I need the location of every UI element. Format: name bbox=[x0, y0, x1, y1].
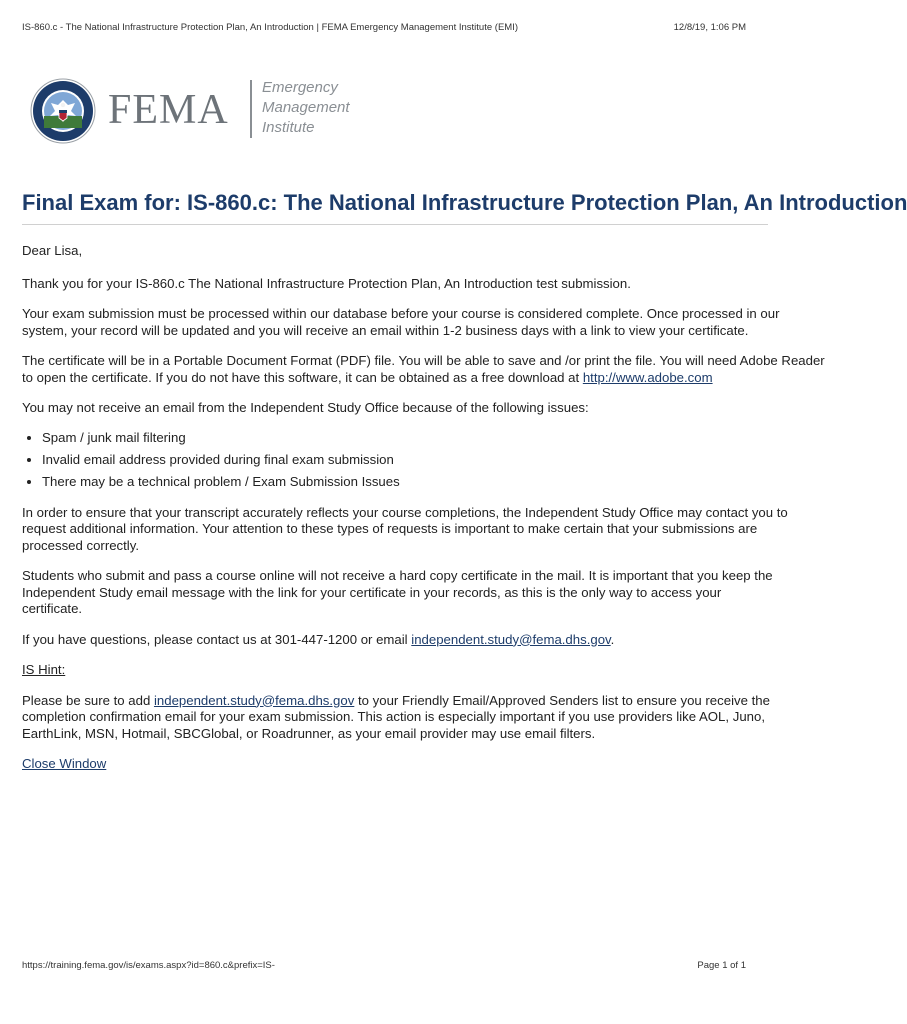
list-item: • There may be a technical problem / Exam Submission Issues bbox=[42, 471, 782, 493]
issues-intro: You may not receive an email from the Independent Study Office because of the following issues: bbox=[22, 400, 589, 415]
thanks-paragraph: Thank you for your IS-860.c The National Infrastructure Protection Plan, An Introduction test submission. bbox=[22, 275, 631, 291]
certificate-text: to open the certificate. If you do not have this software, it can be obtained as a free download at bbox=[22, 369, 583, 385]
hint-email-link[interactable]: independent.study@fema.dhs.gov bbox=[153, 692, 355, 708]
greeting: Dear Lisa, bbox=[22, 243, 83, 258]
title-divider bbox=[22, 224, 768, 225]
hint-paragraph-line1 bbox=[22, 693, 782, 710]
hint-paragraph-line2: completion confirmation email for your exam submission. This action is especially important if you use providers like AOL, Juno, bbox=[22, 709, 765, 724]
hint-text-post: to your Friendly Email/Approved Senders list to ensure you receive the bbox=[354, 692, 770, 708]
issues-list bbox=[22, 427, 782, 493]
certificate-paragraph-line2 bbox=[22, 370, 782, 387]
list-item: • Spam / junk mail filtering bbox=[42, 427, 782, 449]
emi-wordmark bbox=[262, 78, 350, 138]
print-footer bbox=[22, 960, 746, 972]
emi-line-institute: Institute bbox=[262, 119, 315, 136]
contact-period: . bbox=[610, 631, 615, 647]
hardcopy-paragraph-line2: Independent Study email message with the link for your certificate in your records, as this is the only way to access your bbox=[22, 584, 722, 600]
hint-heading: IS Hint: bbox=[22, 662, 66, 677]
processing-paragraph-line2: system, your record will be updated and you will receive an email within 1-2 business days with a link to view your certificate. bbox=[22, 322, 749, 338]
page-title: Final Exam for: IS-860.c: The National Infrastructure Protection Plan, An Introduction bbox=[22, 190, 907, 215]
print-header-title: IS-860.c - The National Infrastructure Protection Plan, An Introduction | FEMA Emergency Management Institute (EMI) bbox=[22, 22, 518, 33]
fema-wordmark: FEMA bbox=[108, 87, 229, 133]
contact-paragraph bbox=[22, 632, 782, 649]
adobe-download-link[interactable]: http://www.adobe.com bbox=[582, 369, 713, 385]
transcript-paragraph-line3: processed correctly. bbox=[22, 537, 140, 553]
processing-paragraph-line1: Your exam submission must be processed within our database before your course is considered complete. Once processed in our bbox=[22, 306, 780, 321]
hint-text-pre: Please be sure to add bbox=[22, 692, 154, 708]
main-content bbox=[22, 243, 825, 773]
certificate-paragraph-line1: The certificate will be in a Portable Document Format (PDF) file. You will be able to save and /or print the file. You will need Adobe Reader bbox=[22, 353, 825, 368]
emi-line-emergency: Emergency bbox=[262, 79, 338, 96]
print-footer-url: https://training.fema.gov/is/exams.aspx?id=860.c&prefix=IS- bbox=[22, 960, 275, 971]
transcript-paragraph-line1: In order to ensure that your transcript accurately reflects your course completions, the Independent Study Office may contact you to bbox=[22, 504, 788, 520]
emi-line-management: Management bbox=[262, 99, 350, 116]
close-window-row bbox=[22, 756, 782, 773]
list-item: • Invalid email address provided during final exam submission bbox=[42, 449, 782, 471]
print-header bbox=[22, 22, 746, 36]
contact-text: If you have questions, please contact us at 301-447-1200 or email bbox=[22, 631, 412, 647]
dhs-seal-icon bbox=[30, 78, 96, 144]
hardcopy-paragraph-line3: certificate. bbox=[22, 601, 83, 616]
print-header-datetime: 12/8/19, 1:06 PM bbox=[673, 22, 746, 33]
close-window-link[interactable]: Close Window bbox=[22, 756, 107, 771]
hardcopy-paragraph-line1: Students who submit and pass a course online will not receive a hard copy certificate in the mail. It is important that you keep the bbox=[22, 568, 773, 583]
fema-emi-logo bbox=[30, 78, 350, 140]
transcript-paragraph-line2: request additional information. Your attention to these types of requests is important to make certain that your submissions are bbox=[22, 521, 758, 536]
print-footer-pages: Page 1 of 1 bbox=[697, 960, 746, 971]
hint-paragraph-line3: EarthLink, MSN, Hotmail, SBCGlobal, or Roadrunner, as your email provider may use email filters. bbox=[22, 725, 596, 741]
contact-email-link[interactable]: independent.study@fema.dhs.gov bbox=[411, 631, 611, 647]
logo-divider bbox=[250, 80, 252, 138]
